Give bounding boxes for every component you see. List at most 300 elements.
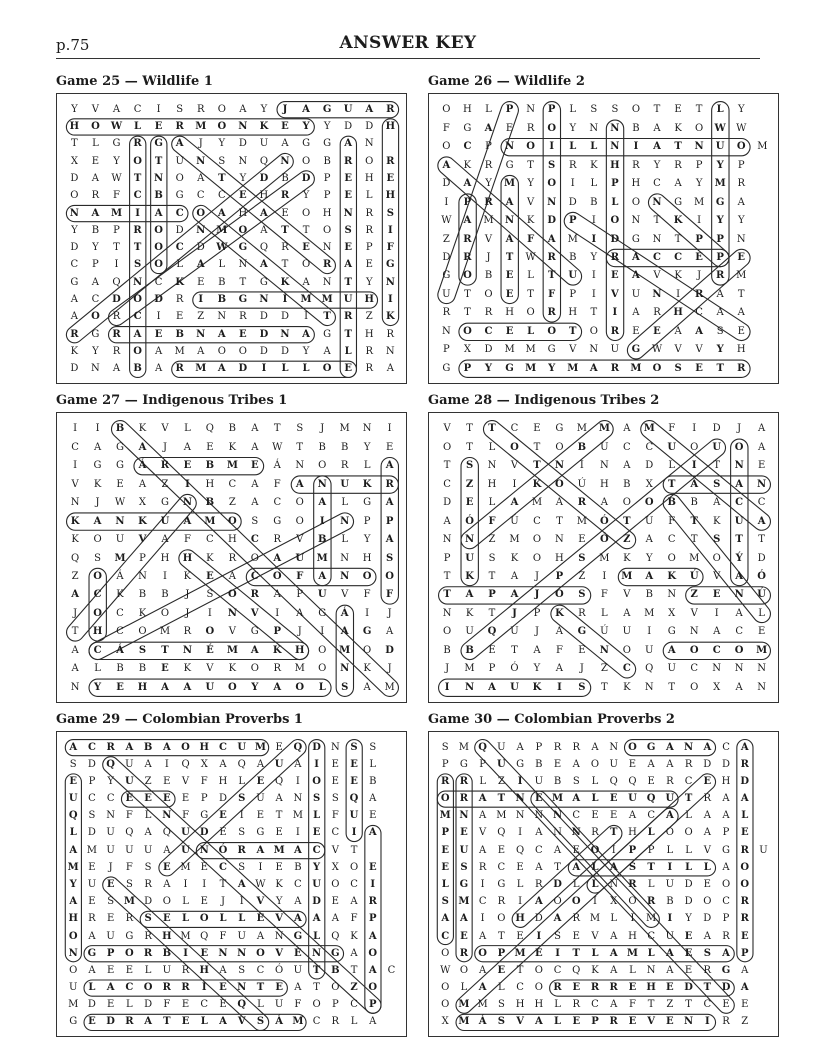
- grid-letter: L: [572, 879, 580, 890]
- grid-letter: I: [512, 478, 517, 490]
- grid-letter: O: [69, 964, 78, 976]
- grid-letter: L: [238, 913, 246, 925]
- grid-letter: S: [144, 861, 152, 873]
- grid-letter: R: [273, 534, 282, 546]
- grid-letter: Z: [497, 775, 506, 787]
- grid-letter: M: [216, 224, 228, 236]
- grid-letter: S: [331, 793, 340, 805]
- grid-letter: N: [362, 423, 372, 435]
- grid-letter: N: [259, 294, 269, 306]
- grid-letter: R: [572, 913, 581, 925]
- grid-letter: P: [695, 233, 704, 245]
- grid-letter: H: [628, 827, 638, 839]
- grid-letter: U: [68, 982, 78, 994]
- grid-letter: K: [667, 570, 677, 582]
- grid-letter: R: [175, 363, 185, 375]
- grid-letter: O: [68, 930, 78, 942]
- grid-letter: M: [458, 896, 470, 908]
- grid-letter: L: [238, 775, 246, 787]
- grid-letter: V: [674, 344, 682, 356]
- grid-letter: H: [463, 104, 473, 116]
- grid-letter: S: [218, 155, 226, 167]
- grid-letter: V: [569, 344, 577, 356]
- grid-letter: A: [591, 741, 599, 753]
- grid-letter: P: [365, 242, 373, 254]
- grid-letter: L: [369, 758, 377, 770]
- grid-letter: M: [159, 626, 171, 638]
- grid-letter: O: [734, 441, 744, 453]
- grid-letter: D: [301, 172, 311, 184]
- grid-letter: A: [610, 964, 618, 976]
- grid-letter: C: [196, 190, 205, 202]
- grid-letter: T: [569, 325, 577, 337]
- grid-letter: A: [112, 103, 121, 115]
- grid-letter: N: [589, 122, 599, 134]
- grid-letter: Q: [572, 964, 581, 976]
- grid-letter: Y: [302, 346, 310, 358]
- grid-letter: O: [91, 120, 101, 132]
- grid-letter: Ú: [600, 626, 609, 638]
- grid-letter: E: [256, 810, 265, 822]
- grid-letter: M: [339, 644, 351, 656]
- word-grid: [428, 93, 779, 384]
- grid-letter: S: [125, 879, 134, 890]
- grid-letter: A: [368, 827, 377, 839]
- grid-letter: G: [318, 607, 327, 619]
- grid-letter: S: [497, 1016, 506, 1028]
- grid-letter: E: [674, 104, 683, 116]
- grid-letter: O: [70, 190, 79, 202]
- grid-letter: E: [256, 775, 265, 787]
- grid-letter: C: [712, 644, 721, 656]
- grid-letter: N: [757, 478, 767, 490]
- grid-letter: A: [479, 844, 487, 856]
- grid-letter: A: [722, 861, 730, 873]
- grid-letter: H: [259, 190, 269, 202]
- grid-letter: M: [525, 362, 537, 374]
- grid-letter: R: [365, 224, 374, 236]
- grid-letter: G: [112, 138, 121, 150]
- grid-letter: N: [515, 793, 525, 805]
- grid-letter: B: [228, 423, 237, 435]
- grid-letter: O: [125, 947, 135, 959]
- grid-letter: W: [714, 122, 727, 134]
- grid-letter: O: [365, 155, 374, 167]
- grid-letter: A: [385, 534, 394, 546]
- grid-letter: T: [344, 276, 353, 288]
- grid-letter: E: [578, 534, 586, 546]
- grid-letter: R: [722, 930, 731, 942]
- grid-letter: R: [365, 363, 374, 375]
- grid-letter: F: [163, 999, 171, 1011]
- grid-letter: R: [535, 879, 543, 890]
- grid-letter: T: [497, 793, 506, 805]
- grid-letter: F: [219, 930, 227, 942]
- grid-letter: I: [295, 827, 301, 839]
- grid-letter: R: [553, 741, 562, 753]
- grid-letter: O: [217, 346, 227, 358]
- grid-letter: K: [465, 607, 474, 619]
- grid-letter: T: [505, 251, 514, 263]
- grid-letter: S: [572, 775, 580, 787]
- grid-letter: A: [368, 930, 377, 942]
- grid-letter: U: [343, 294, 353, 306]
- grid-letter: Q: [646, 793, 656, 805]
- grid-letter: G: [87, 947, 97, 959]
- grid-letter: O: [318, 663, 327, 675]
- grid-letter: J: [387, 607, 392, 619]
- grid-letter: A: [735, 478, 744, 490]
- found-word-outline: [346, 740, 362, 842]
- grid-letter: P: [113, 224, 121, 236]
- grid-letter: E: [106, 879, 115, 890]
- grid-letter: I: [114, 259, 119, 271]
- grid-letter: R: [577, 497, 587, 509]
- grid-letter: O: [667, 552, 677, 564]
- grid-letter: O: [628, 896, 637, 908]
- grid-letter: K: [385, 311, 395, 323]
- grid-letter: K: [93, 478, 102, 490]
- grid-letter: G: [459, 758, 469, 770]
- grid-letter: E: [239, 190, 247, 202]
- grid-letter: A: [484, 122, 493, 134]
- grid-letter: A: [260, 224, 268, 236]
- grid-letter: M: [757, 141, 768, 153]
- grid-letter: M: [736, 270, 747, 282]
- grid-letter: H: [487, 478, 497, 490]
- grid-letter: T: [466, 441, 474, 453]
- grid-letter: R: [610, 251, 620, 263]
- grid-letter: A: [735, 607, 744, 619]
- grid-letter: Z: [600, 663, 609, 675]
- grid-letter: M: [552, 793, 564, 805]
- grid-letter: N: [547, 196, 557, 208]
- grid-letter: V: [479, 827, 487, 839]
- grid-letter: U: [237, 930, 247, 942]
- grid-letter: W: [111, 172, 122, 184]
- grid-letter: G: [555, 423, 564, 435]
- grid-letter: N: [571, 827, 582, 839]
- grid-letter: E: [465, 497, 474, 509]
- grid-letter: B: [465, 644, 475, 656]
- grid-letter: N: [312, 947, 322, 959]
- grid-letter: M: [180, 861, 191, 873]
- grid-letter: C: [250, 570, 260, 582]
- grid-letter: V: [610, 288, 620, 300]
- grid-letter: F: [273, 478, 282, 490]
- grid-letter: T: [668, 478, 676, 490]
- grid-letter: E: [572, 930, 581, 942]
- grid-letter: C: [273, 497, 282, 509]
- grid-letter: H: [68, 913, 79, 925]
- grid-letter: C: [93, 644, 102, 656]
- grid-letter: A: [69, 741, 78, 753]
- grid-letter: C: [116, 607, 125, 619]
- grid-letter: K: [623, 681, 631, 693]
- grid-letter: A: [256, 758, 265, 770]
- grid-letter: S: [703, 947, 712, 959]
- grid-letter: F: [668, 515, 676, 527]
- grid-letter: Ú: [689, 570, 699, 582]
- grid-letter: H: [92, 626, 103, 638]
- grid-letter: J: [108, 861, 113, 873]
- grid-letter: E: [163, 775, 171, 787]
- grid-letter: M: [321, 294, 333, 306]
- grid-letter: A: [331, 913, 340, 925]
- grid-letter: O: [736, 141, 746, 153]
- grid-letter: O: [442, 141, 451, 153]
- grid-letter: I: [239, 896, 244, 908]
- grid-letter: A: [505, 196, 514, 208]
- grid-letter: A: [665, 947, 675, 959]
- grid-letter: I: [691, 460, 697, 472]
- grid-letter: O: [442, 104, 451, 116]
- grid-letter: N: [552, 810, 563, 822]
- grid-letter: L: [554, 1016, 562, 1028]
- grid-letter: D: [70, 172, 79, 184]
- grid-letter: H: [610, 159, 620, 171]
- grid-letter: P: [740, 947, 749, 959]
- grid-letter: T: [601, 681, 608, 693]
- grid-letter: A: [273, 552, 282, 564]
- grid-letter: V: [484, 233, 493, 245]
- grid-letter: O: [250, 663, 260, 675]
- grid-letter: D: [684, 896, 693, 908]
- grid-letter: V: [690, 607, 699, 619]
- word-grid: [56, 412, 407, 703]
- grid-letter: G: [154, 138, 164, 150]
- grid-letter: E: [553, 758, 562, 770]
- grid-letter: N: [274, 930, 284, 942]
- grid-letter: J: [320, 423, 325, 435]
- grid-letter: E: [88, 1016, 97, 1028]
- grid-letter: O: [555, 441, 564, 453]
- grid-letter: O: [740, 879, 750, 890]
- grid-letter: E: [181, 1016, 190, 1028]
- grid-letter: A: [632, 251, 641, 263]
- grid-letter: Z: [690, 589, 699, 601]
- grid-letter: A: [323, 346, 332, 358]
- grid-letter: A: [293, 913, 303, 925]
- grid-letter: Ó: [275, 964, 284, 976]
- grid-letter: A: [239, 103, 247, 115]
- grid-letter: E: [666, 982, 674, 994]
- grid-letter: D: [238, 363, 248, 375]
- grid-letter: K: [70, 346, 79, 358]
- grid-letter: A: [155, 363, 163, 375]
- grid-letter: L: [92, 138, 100, 150]
- grid-letter: H: [182, 552, 193, 564]
- grid-letter: D: [144, 999, 153, 1011]
- grid-letter: E: [610, 810, 618, 822]
- grid-letter: A: [463, 178, 472, 190]
- grid-letter: O: [295, 515, 305, 527]
- grid-letter: A: [260, 259, 269, 271]
- grid-letter: N: [757, 681, 767, 693]
- grid-letter: S: [465, 460, 474, 472]
- grid-letter: D: [344, 120, 353, 132]
- grid-letter: O: [143, 982, 153, 994]
- grid-letter: R: [162, 982, 172, 994]
- grid-letter: G: [331, 947, 340, 959]
- grid-letter: Ó: [510, 663, 519, 675]
- grid-letter: I: [444, 681, 450, 693]
- grid-letter: E: [684, 930, 693, 942]
- grid-letter: U: [293, 964, 303, 976]
- grid-letter: P: [463, 362, 472, 374]
- grid-letter: T: [488, 607, 496, 619]
- grid-letter: O: [133, 155, 143, 167]
- grid-letter: N: [322, 242, 332, 254]
- grid-letter: U: [106, 827, 116, 839]
- grid-letter: M: [483, 215, 494, 227]
- grid-letter: A: [572, 793, 581, 805]
- grid-letter: A: [757, 441, 766, 453]
- grid-letter: E: [741, 999, 749, 1011]
- grid-letter: S: [460, 861, 468, 873]
- grid-letter: A: [510, 497, 519, 509]
- grid-letter: H: [534, 999, 544, 1011]
- grid-letter: L: [218, 259, 226, 271]
- grid-letter: A: [217, 363, 226, 375]
- grid-letter: E: [91, 155, 100, 167]
- grid-letter: S: [611, 104, 619, 116]
- grid-letter: T: [313, 982, 321, 994]
- grid-letter: A: [533, 644, 541, 656]
- grid-letter: T: [668, 681, 676, 693]
- grid-letter: E: [250, 460, 259, 472]
- grid-letter: A: [385, 497, 394, 509]
- grid-letter: T: [647, 999, 655, 1011]
- grid-letter: A: [133, 328, 142, 340]
- grid-letter: E: [505, 270, 514, 282]
- grid-letter: B: [666, 896, 674, 908]
- grid-letter: R: [386, 328, 395, 340]
- grid-letter: B: [116, 663, 124, 675]
- grid-letter: Y: [92, 346, 100, 358]
- grid-letter: K: [526, 215, 535, 227]
- grid-letter: H: [160, 552, 170, 564]
- grid-letter: B: [317, 534, 327, 546]
- grid-letter: Z: [228, 497, 237, 509]
- grid-letter: B: [161, 589, 169, 601]
- grid-letter: I: [630, 913, 635, 925]
- grid-letter: S: [554, 930, 562, 942]
- grid-letter: N: [70, 681, 80, 693]
- grid-letter: Y: [653, 159, 661, 171]
- grid-letter: O: [463, 270, 473, 282]
- grid-letter: P: [547, 104, 556, 116]
- grid-letter: L: [485, 104, 493, 116]
- grid-letter: A: [555, 663, 564, 675]
- grid-letter: M: [504, 344, 515, 356]
- grid-letter: J: [697, 270, 702, 282]
- grid-letter: N: [554, 460, 565, 472]
- grid-letter: D: [280, 346, 290, 358]
- grid-letter: T: [554, 861, 562, 873]
- grid-letter: N: [553, 827, 563, 839]
- grid-letter: I: [73, 423, 78, 435]
- grid-letter: A: [71, 644, 79, 656]
- grid-letter: U: [715, 141, 725, 153]
- grid-letter: D: [196, 242, 206, 254]
- grid-letter: M: [567, 233, 579, 245]
- grid-letter: F: [125, 810, 134, 822]
- grid-letter: M: [643, 423, 656, 435]
- grid-letter: A: [344, 138, 353, 150]
- grid-letter: T: [275, 810, 283, 822]
- grid-letter: D: [259, 328, 269, 340]
- grid-letter: Q: [275, 775, 284, 787]
- grid-letter: R: [442, 307, 451, 319]
- grid-letter: M: [504, 178, 516, 190]
- grid-letter: C: [553, 964, 562, 976]
- grid-letter: O: [93, 534, 102, 546]
- grid-letter: E: [572, 844, 581, 856]
- grid-letter: E: [116, 681, 125, 693]
- grid-letter: H: [568, 307, 578, 319]
- grid-letter: Z: [488, 534, 496, 546]
- grid-letter: O: [154, 242, 164, 254]
- game-title: Game 26 — Wildlife 2: [428, 74, 585, 89]
- grid-letter: A: [385, 626, 394, 638]
- grid-letter: A: [722, 810, 730, 822]
- grid-letter: Y: [239, 172, 247, 184]
- grid-letter: M: [689, 552, 700, 564]
- grid-letter: N: [487, 460, 497, 472]
- grid-letter: R: [175, 294, 184, 306]
- grid-letter: Y: [716, 159, 725, 171]
- grid-letter: T: [302, 224, 310, 236]
- grid-letter: V: [91, 103, 100, 115]
- grid-letter: J: [198, 138, 204, 150]
- grid-letter: L: [182, 896, 190, 908]
- grid-letter: C: [200, 999, 209, 1011]
- grid-letter: A: [479, 964, 487, 976]
- grid-letter: A: [163, 879, 171, 890]
- grid-letter: A: [71, 663, 79, 675]
- grid-letter: A: [713, 497, 721, 509]
- grid-letter: N: [91, 363, 101, 375]
- grid-letter: A: [740, 741, 749, 753]
- grid-letter: I: [314, 758, 320, 770]
- grid-letter: A: [757, 423, 766, 435]
- grid-letter: M: [626, 947, 639, 959]
- grid-letter: L: [647, 827, 655, 839]
- grid-letter: E: [386, 172, 395, 184]
- grid-letter: N: [132, 276, 143, 288]
- grid-letter: C: [88, 793, 97, 805]
- page-title: ANSWER KEY: [339, 33, 477, 53]
- grid-letter: C: [70, 259, 79, 271]
- grid-letter: C: [443, 478, 452, 490]
- grid-letter: A: [653, 122, 661, 134]
- grid-letter: A: [183, 681, 192, 693]
- grid-letter: E: [275, 741, 284, 753]
- grid-letter: W: [114, 497, 126, 509]
- grid-letter: O: [532, 552, 542, 564]
- grid-letter: O: [238, 346, 248, 358]
- found-word-outline: [168, 133, 338, 277]
- grid-letter: C: [674, 251, 683, 263]
- grid-letter: G: [505, 362, 515, 374]
- grid-letter: E: [533, 423, 541, 435]
- grid-letter: L: [219, 913, 227, 925]
- grid-letter: T: [312, 964, 321, 976]
- grid-letter: Y: [365, 276, 373, 288]
- grid-letter: P: [92, 259, 100, 271]
- grid-letter: T: [296, 441, 304, 453]
